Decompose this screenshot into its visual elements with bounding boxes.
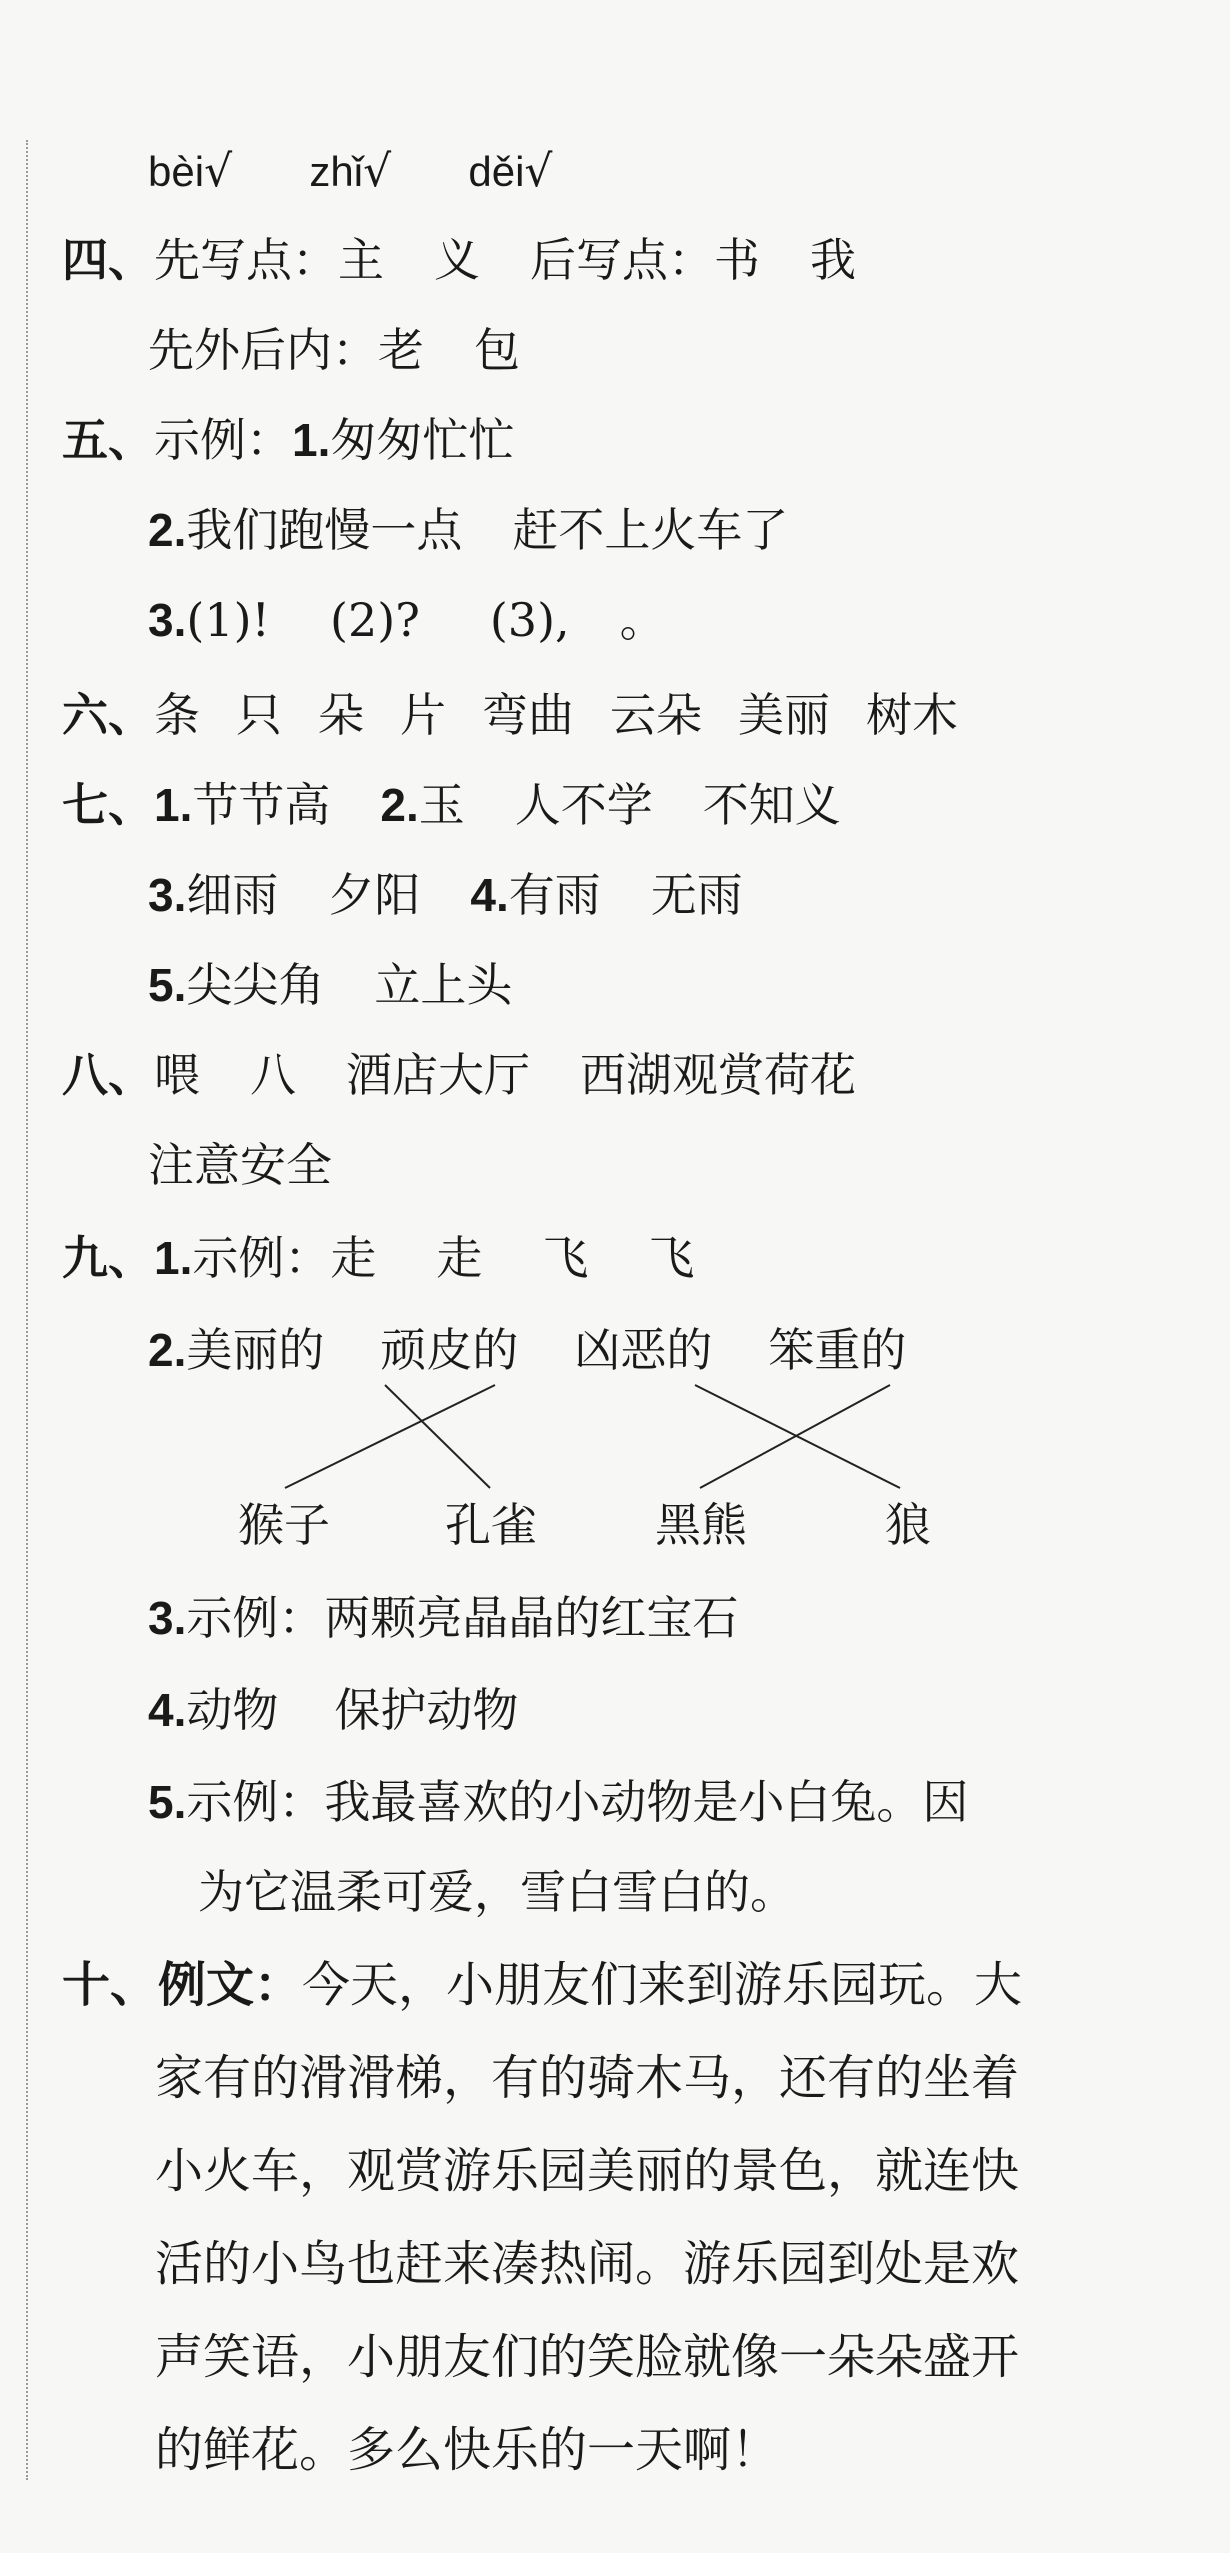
section-6-label: 六、	[62, 688, 154, 742]
s10-line: 家有的滑滑梯，有的骑木马，还有的坐着	[155, 2050, 1020, 2106]
s6-item: 美丽	[738, 688, 830, 742]
pinyin-zhi: zhǐ	[309, 148, 364, 195]
s10-line: 的鲜花。多么快乐的一天啊！	[155, 2422, 780, 2478]
s6-item: 片	[400, 688, 446, 742]
check-mark: √	[524, 146, 553, 197]
s9-a1: 示例：走	[192, 1231, 377, 1285]
match-line	[695, 1385, 900, 1488]
s5-answer-3b: (2)?	[330, 593, 420, 647]
section-10-line-1	[62, 1955, 1022, 2015]
s5-answer-1: 匆匆忙忙	[330, 413, 515, 467]
s9-a1b: 走	[436, 1231, 483, 1285]
check-mark: √	[363, 146, 392, 197]
s5-answer-2b: 赶不上火车了	[512, 503, 789, 557]
section-7-label: 七、	[62, 778, 154, 832]
s9-a5: 示例：我最喜欢的小动物是小白兔。因	[186, 1775, 969, 1829]
s9-num-4: 4.	[148, 1684, 187, 1736]
s9-num-5: 5.	[148, 1776, 187, 1828]
s4-line2: 先外后内：老	[148, 323, 424, 377]
s9-top-word: 顽皮的	[380, 1323, 519, 1377]
s8-d: 西湖观赏荷花	[580, 1048, 856, 1102]
s8-e: 注意安全	[148, 1138, 332, 1192]
s6-item: 弯曲	[482, 688, 574, 742]
s9-num-3: 3.	[148, 1592, 187, 1644]
match-line	[285, 1385, 495, 1488]
section-4-label: 四、	[62, 233, 154, 287]
section-9-line-5	[148, 1772, 968, 1832]
s9-a4a: 动物	[186, 1683, 279, 1737]
s7-num-5: 5.	[148, 959, 187, 1011]
s7-num-4: 4.	[470, 869, 509, 921]
section-10-line-3	[155, 2141, 1019, 2201]
section-9-label: 九、	[62, 1231, 154, 1285]
s4-text1: 先写点：主	[154, 233, 384, 287]
s9-bottom-word: 孔雀	[445, 1498, 537, 1552]
s9-bottom-word: 狼	[885, 1498, 931, 1552]
s7-num-1: 1.	[154, 779, 193, 831]
s8-b: 八	[250, 1048, 296, 1102]
s6-item: 云朵	[610, 688, 702, 742]
s6-item: 朵	[318, 688, 364, 742]
s9-a5b: 为它温柔可爱，雪白雪白的。	[198, 1865, 796, 1919]
s9-a1c: 飞	[542, 1231, 589, 1285]
s5-answer-3a: (1)!	[186, 593, 271, 647]
s4-line2b: 包	[474, 323, 520, 377]
s10-line: 今天，小朋友们来到游乐园玩。大	[302, 1957, 1023, 2013]
s5-answer-3d: 。	[619, 593, 666, 647]
s10-intro: 例文：	[158, 1957, 303, 2013]
section-5-label: 五、	[62, 413, 154, 467]
s5-example: 示例：	[154, 413, 292, 467]
s7-a5a: 尖尖角	[186, 958, 325, 1012]
s7-a2a: 玉	[418, 778, 465, 832]
s4-text4: 我	[810, 233, 856, 287]
s10-line: 小火车，观赏游乐园美丽的景色，就连快	[155, 2143, 1020, 2199]
s9-a3: 示例：两颗亮晶晶的红宝石	[186, 1591, 739, 1645]
s10-line: 活的小鸟也赶来凑热闹。游乐园到处是欢	[155, 2236, 1020, 2292]
s5-answer-3c: (3),	[489, 593, 570, 647]
s9-top-word: 凶恶的	[574, 1323, 713, 1377]
s9-num-1: 1.	[154, 1232, 193, 1284]
s4-text3: 后写点：书	[530, 233, 760, 287]
s10-line: 声笑语，小朋友们的笑脸就像一朵朵盛开	[155, 2329, 1020, 2385]
section-10-label: 十、	[62, 1957, 159, 2013]
s9-top-word: 笨重的	[768, 1323, 907, 1377]
s5-answer-2a: 我们跑慢一点	[186, 503, 463, 557]
check-mark: √	[204, 146, 233, 197]
match-line	[700, 1385, 890, 1488]
s5-num-1: 1.	[292, 414, 331, 466]
s7-a4b: 无雨	[650, 868, 743, 922]
section-9-line-3	[148, 1588, 738, 1648]
section-10-line-4	[155, 2234, 1019, 2294]
s7-a5b: 立上头	[374, 958, 513, 1012]
section-9-line-4	[148, 1680, 518, 1740]
s9-bottom-word: 猴子	[238, 1498, 330, 1552]
match-line	[385, 1385, 490, 1488]
section-8-label: 八、	[62, 1048, 154, 1102]
s9-a4b: 保护动物	[334, 1683, 519, 1737]
s7-a1: 节节高	[192, 778, 331, 832]
s6-item: 条	[154, 688, 200, 742]
section-9-line-6	[198, 1862, 796, 1922]
section-10-line-6	[155, 2420, 779, 2480]
s7-a2b: 人不学	[514, 778, 653, 832]
s6-item: 只	[236, 688, 282, 742]
s9-a1d: 飞	[648, 1231, 695, 1285]
s4-text2: 义	[434, 233, 480, 287]
s7-num-2: 2.	[380, 779, 419, 831]
s9-bottom-word: 黑熊	[655, 1498, 747, 1552]
s7-a4a: 有雨	[508, 868, 601, 922]
s5-num-3: 3.	[148, 594, 187, 646]
s9-num-2: 2.	[148, 1324, 187, 1376]
s7-num-3: 3.	[148, 869, 187, 921]
s9-top-word: 美丽的	[186, 1323, 325, 1377]
s8-a: 喂	[154, 1048, 200, 1102]
section-10-line-5	[155, 2327, 1019, 2387]
s6-item: 树木	[866, 688, 958, 742]
s7-a3a: 细雨	[186, 868, 279, 922]
pinyin-dei: děi	[468, 148, 525, 195]
pinyin-bei: bèi	[148, 148, 205, 195]
s7-a3b: 夕阳	[328, 868, 421, 922]
section-10-line-2	[155, 2048, 1019, 2108]
s5-num-2: 2.	[148, 504, 187, 556]
s8-c: 酒店大厅	[346, 1048, 530, 1102]
s7-a2c: 不知义	[702, 778, 841, 832]
